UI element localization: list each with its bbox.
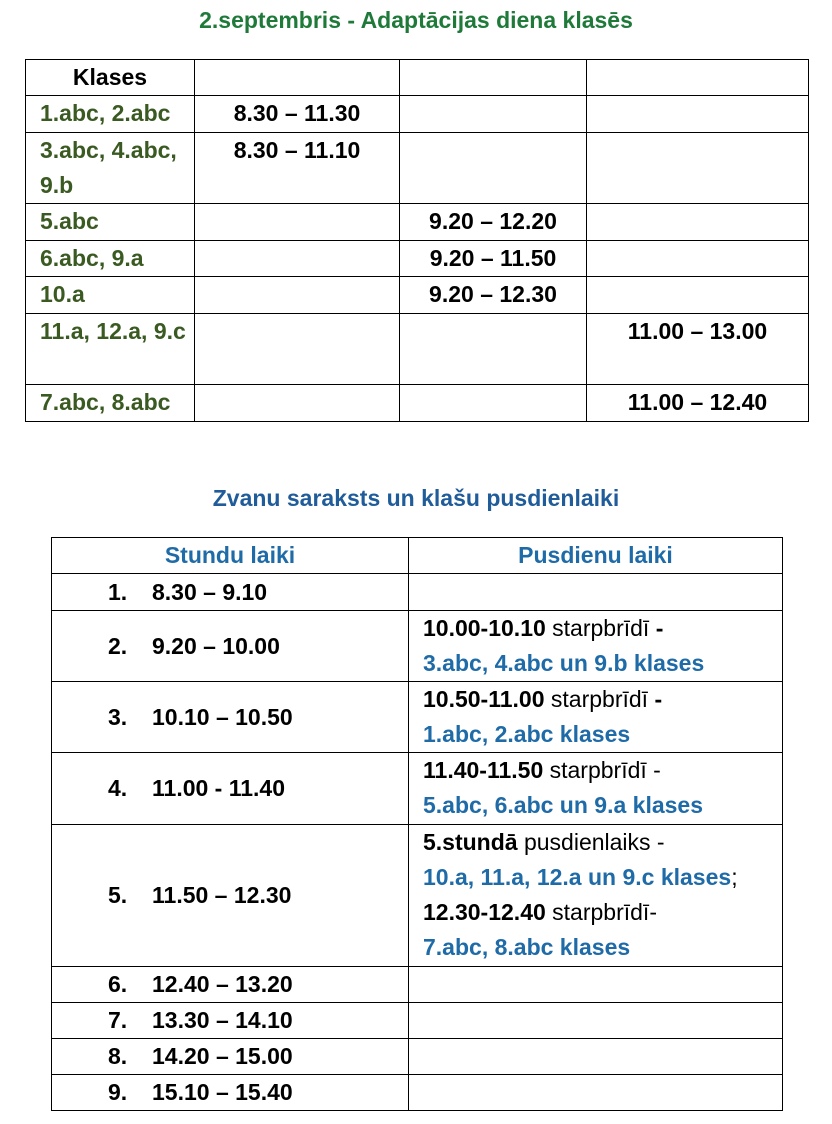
table-row <box>26 96 809 133</box>
table-row <box>26 385 809 422</box>
break-time: 10.50-11.00 <box>423 686 545 712</box>
table-row <box>26 204 809 241</box>
time-cell <box>195 277 400 314</box>
lesson-cell <box>52 1039 409 1075</box>
lesson-cell <box>52 967 409 1003</box>
table-row <box>52 574 783 611</box>
lesson-time: 9.20 – 10.00 <box>152 632 280 659</box>
time-cell <box>195 241 400 277</box>
break-time: 10.00-10.10 <box>423 615 546 641</box>
lesson-number: 9. <box>108 1079 128 1105</box>
table-row <box>52 611 783 682</box>
header-lesson-times: Stundu laiki <box>52 538 409 574</box>
break-time: 12.30-12.40 <box>423 899 546 925</box>
header-lunch-times: Pusdienu laiki <box>409 538 783 574</box>
break-classes: 1.abc, 2.abc klases <box>423 721 631 747</box>
break-word: starpbrīdī <box>544 686 655 712</box>
break-dash: - <box>654 686 663 712</box>
table-row <box>52 967 783 1003</box>
break-word: starpbrīdī - <box>543 757 661 783</box>
break-word: starpbrīdī <box>545 615 656 641</box>
lunch-cell <box>409 825 783 967</box>
table-row <box>52 682 783 753</box>
class-cell: 7.abc, 8.abc <box>26 385 195 422</box>
table-row <box>26 241 809 277</box>
time-cell <box>587 241 809 277</box>
class-cell: 6.abc, 9.a <box>26 241 195 277</box>
lesson-number: 4. <box>108 775 128 801</box>
table-row <box>52 1039 783 1075</box>
time-cell: 8.30 – 11.30 <box>195 96 400 133</box>
adaptation-day-table <box>25 59 809 422</box>
time-cell <box>400 96 587 133</box>
lesson-time: 11.00 - 11.40 <box>152 775 286 801</box>
lesson-cell <box>52 611 409 682</box>
bell-schedule-table <box>51 537 783 1111</box>
time-cell <box>587 277 809 314</box>
table-row <box>26 133 809 204</box>
lesson-cell <box>52 1075 409 1111</box>
time-cell: 9.20 – 11.50 <box>400 241 587 277</box>
lesson-number: 6. <box>108 971 128 997</box>
lunch-cell <box>409 967 783 1003</box>
time-cell <box>195 314 400 385</box>
header-empty-2 <box>400 60 587 96</box>
header-empty-3 <box>587 60 809 96</box>
time-cell: 11.00 – 13.00 <box>587 314 809 385</box>
class-cell: 10.a <box>26 277 195 314</box>
break-word: starpbrīdī- <box>545 899 657 925</box>
lesson-time: 15.10 – 15.40 <box>152 1079 293 1105</box>
time-cell <box>400 314 587 385</box>
break-time: 11.40-11.50 <box>423 757 544 783</box>
lesson-cell <box>52 1003 409 1039</box>
break-classes: 3.abc, 4.abc un 9.b klases <box>423 650 705 676</box>
time-cell <box>195 204 400 241</box>
lesson-cell <box>52 825 409 967</box>
class-cell: 1.abc, 2.abc <box>26 96 195 133</box>
lunch-cell <box>409 1003 783 1039</box>
time-cell <box>587 96 809 133</box>
lesson-time: 10.10 – 10.50 <box>152 703 293 730</box>
time-cell <box>587 133 809 204</box>
lunch-separator: ; <box>731 864 738 890</box>
table-row <box>26 314 809 385</box>
lesson-time: 8.30 – 9.10 <box>152 578 268 605</box>
time-cell: 11.00 – 12.40 <box>587 385 809 422</box>
lesson-number: 7. <box>108 1007 128 1033</box>
lesson-time: 11.50 – 12.30 <box>152 882 292 908</box>
time-cell <box>587 204 809 241</box>
page-title-adaptation: 2.septembris - Adaptācijas diena klasēs <box>199 7 633 33</box>
time-cell <box>195 385 400 422</box>
time-cell: 9.20 – 12.20 <box>400 204 587 241</box>
lesson-number: 2. <box>108 632 128 659</box>
lunch-cell <box>409 682 783 753</box>
lunch-cell <box>409 753 783 825</box>
header-classes: Klases <box>26 60 195 96</box>
lunch-word: pusdienlaiks - <box>517 829 665 855</box>
table-row <box>52 753 783 825</box>
lunch-lesson: 5.stundā <box>423 829 518 855</box>
lunch-classes: 10.a, 11.a, 12.a un 9.c klases <box>423 864 732 890</box>
break-classes: 5.abc, 6.abc un 9.a klases <box>423 792 703 818</box>
time-cell <box>400 385 587 422</box>
class-cell: 11.a, 12.a, 9.c <box>26 314 195 385</box>
lesson-number: 8. <box>108 1043 128 1069</box>
lunch-cell <box>409 574 783 611</box>
header-empty-1 <box>195 60 400 96</box>
time-cell <box>400 133 587 204</box>
table-row <box>52 825 783 967</box>
break-classes: 7.abc, 8.abc klases <box>423 934 631 960</box>
page-title-bell-schedule: Zvanu saraksts un klašu pusdienlaiki <box>212 485 620 511</box>
lunch-cell <box>409 611 783 682</box>
lesson-time: 12.40 – 13.20 <box>152 971 293 997</box>
break-dash: - <box>655 615 664 641</box>
lesson-number: 1. <box>108 578 128 605</box>
lunch-cell <box>409 1075 783 1111</box>
class-cell: 3.abc, 4.abc, 9.b <box>26 133 195 204</box>
table-row <box>26 277 809 314</box>
lesson-cell <box>52 682 409 753</box>
lesson-number: 3. <box>108 703 128 730</box>
time-cell: 8.30 – 11.10 <box>195 133 400 204</box>
lesson-time: 14.20 – 15.00 <box>152 1043 293 1069</box>
lesson-number: 5. <box>108 882 128 908</box>
table-row <box>52 1075 783 1111</box>
class-cell: 5.abc <box>26 204 195 241</box>
lesson-cell <box>52 574 409 611</box>
lesson-cell <box>52 753 409 825</box>
time-cell: 9.20 – 12.30 <box>400 277 587 314</box>
lunch-cell <box>409 1039 783 1075</box>
table-row <box>52 1003 783 1039</box>
lesson-time: 13.30 – 14.10 <box>152 1007 293 1033</box>
